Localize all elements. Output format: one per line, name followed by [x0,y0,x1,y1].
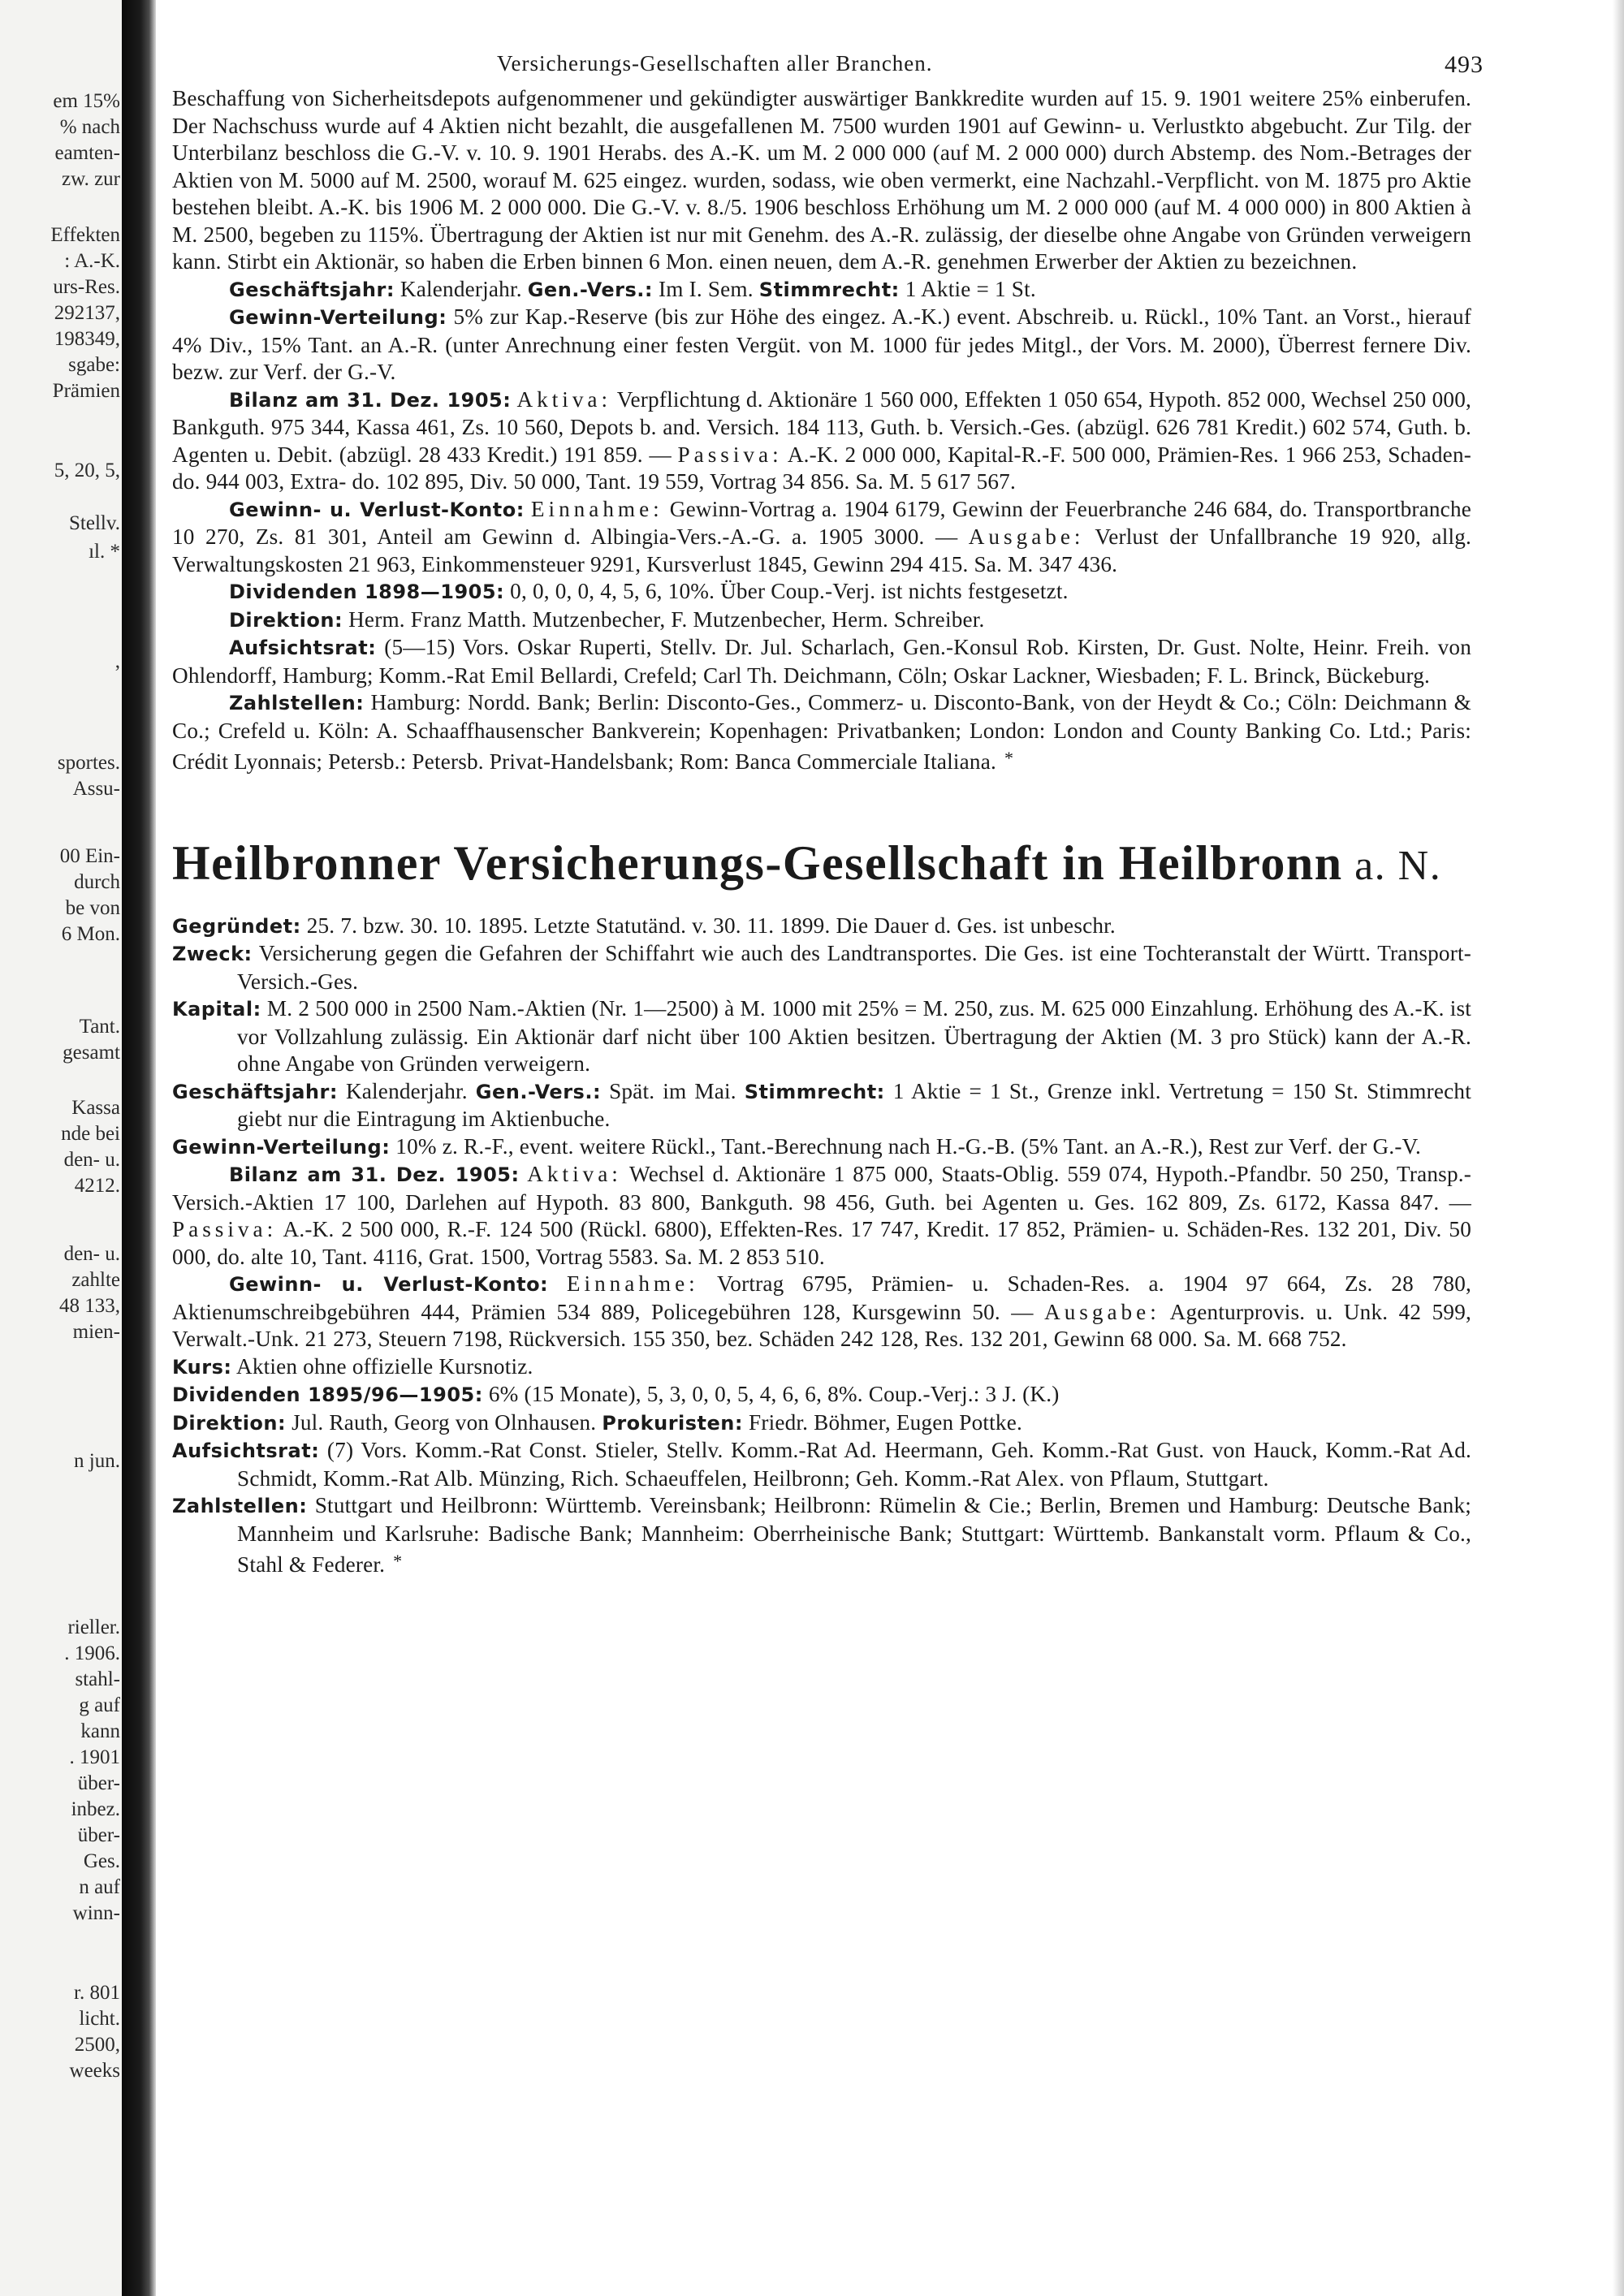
direktion-label: Direktion: [172,1411,287,1435]
left-fragment: stahl- [75,1668,120,1690]
kapital-label: Kapital: [172,998,261,1021]
left-fragment: be von [65,897,120,919]
page-content [172,45,1484,1579]
direktion-text: Herm. Franz Matth. Mutzenbecher, F. Mutzenbecher, Herm. Schreiber. [343,606,985,632]
geschaeftsjahr-value: Kalenderjahr. [337,1078,476,1103]
left-fragment: nde bei [61,1123,120,1145]
genvers-label: Gen.-Vers.: [527,278,653,301]
zahlstellen-text: Stuttgart und Heilbronn: Württemb. Vereinsbank; Heilbronn: Rümelin & Cie.; Berlin, Bremen und Hamburg: Deutsche Bank; Mannheim und Karlsruhe: Badische Bank; Mannheim: Oberrheinische Bank; Stuttgart: Württemb. Bankanstalt vorm. Pflaum & Co., Stahl & Federer. [237,1493,1471,1577]
aktiva-label: Aktiva: [527,1162,622,1186]
einnahme-text: Gewinn-Vortrag a. 1904 6179, Gewinn der Feuerbranche 246 684, do. Transportbranche 10 270, Zs. 81 301, Anteil am Gewinn d. Albingia-Vers.-A.-G. a. 1905 3000. — [172,496,1472,549]
aufsichtsrat-entry [172,634,1471,689]
passiva-label: Passiva: [677,442,783,467]
ausgabe-text: Verlust der Unfallbranche 19 920, allg. Verwaltungskosten 21 963, Einkommensteuer 9291, Kursverlust 1845, Gewinn 294 415. Sa. M. 347 436. [172,524,1471,576]
dividenden-text: 6% (15 Monate), 5, 3, 0, 0, 5, 4, 6, 6, 8%. Coup.-Verj.: 3 J. (K.) [482,1382,1060,1406]
book-gutter [122,0,156,2296]
left-fragment: mien- [72,1321,120,1343]
left-fragment: weeks [69,2060,120,2082]
footnote-star: * [1004,748,1014,768]
gewinn-konto-label: Gewinn- u. Verlust-Konto: [229,1273,549,1296]
left-fragment: Effekten [50,224,120,246]
left-fragment: gesamt [63,1042,120,1064]
company-entry [172,913,1471,1579]
page-number: 493 [1445,51,1484,78]
left-fragment: über- [77,1772,120,1794]
left-fragment: Ges. [83,1850,120,1872]
aufsichtsrat-text: (7) Vors. Komm.-Rat Const. Stieler, Stellv. Komm.-Rat Ad. Heermann, Geh. Komm.-Rat Gust. von Hauck, Komm.-Rat Ad. Schmidt, Komm.-Rat Alb. Münzing, Rich. Schaeuffelen, Heilbronn; Geh. Komm.-Rat Alex. von Pflaum, Stuttgart. [237,1438,1471,1491]
gewinn-verteilung-entry [172,1133,1471,1162]
left-fragment: Prämien [52,380,120,402]
left-fragment: n auf [79,1876,120,1898]
kapital-entry [172,995,1471,1078]
kapital-text: M. 2 500 000 in 2500 Nam.-Aktien (Nr. 1—2500) à M. 1000 mit 25% = M. 250, zus. M. 625 000 Einzahlung. Erhöhung des A.-K. ist vor Vollzahlung zulässig. Ein Aktionär darf nicht über 100 Aktien besitzen. Übertragung der Aktien (M. 3 pro Stück) kann der A.-R. ohne Angabe von Gründen verweigern. [237,996,1471,1076]
kurs-label: Kurs: [172,1355,232,1379]
left-fragment: über- [77,1824,120,1846]
bilanz-entry [172,1161,1471,1271]
gewinn-verteilung-entry [172,304,1471,386]
geschaeftsjahr-label: Geschäftsjahr: [172,1080,338,1103]
aufsichtsrat-text: (5—15) Vors. Oskar Ruperti, Stellv. Dr. Jul. Scharlach, Gen.-Konsul Rob. Kirsten, Dr. Gust. Nolte, Heinr. Freih. von Ohlendorff, Hamburg; Komm.-Rat Emil Bellardi, Crefeld; Carl Th. Deichmann, Cöln; Oskar Lackner, Wiesbaden; F. L. Brinck, Bückeburg. [172,635,1471,688]
gegruendet-text: 25. 7. bzw. 30. 10. 1895. Letzte Statutänd. v. 30. 11. 1899. Die Dauer d. Ges. ist unbeschr. [300,913,1116,938]
zahlstellen-entry [172,689,1471,776]
left-fragment: 5, 20, 5, [54,460,120,481]
aktiva-label: Aktiva: [516,386,612,412]
left-fragment: inbez. [71,1798,120,1820]
aufsichtsrat-label: Aufsichtsrat: [229,637,377,659]
gewinn-verteilung-text: 5% zur Kap.-Reserve (bis zur Höhe des eingez. A.-K.) event. Abschreib. u. Rückl., 10% Tant. an Vorst., hierauf 4% Div., 15% Tant. an A.-R. (unter Anrechnung einer festen Vergüt. von M. 1000 für jedes Mitgl., der Vors. M. 2000), Überrest fernere Div. bezw. zur Verf. der G.-V. [172,304,1471,384]
direktion-entry [172,1409,1471,1438]
passiva-text: A.-K. 2 000 000, Kapital-R.-F. 500 000, Prämien-Res. 1 966 253, Schaden- do. 944 003, Extra- do. 102 895, Div. 50 000, Tant. 19 559, Vortrag 34 856. Sa. M. 5 617 567. [172,442,1471,494]
left-fragment: zahlte [71,1269,120,1291]
left-fragment: , [114,650,120,672]
ausgabe-label: Ausgabe: [1044,1299,1160,1324]
gegruendet-label: Gegründet: [172,914,301,938]
left-fragment: den- u. [63,1149,120,1171]
stimmrecht-label: Stimmrecht: [758,278,900,301]
einnahme-label: Einnahme: [566,1271,699,1296]
ausgabe-text: Agenturprovis. u. Unk. 42 599, Verwalt.-Unk. 21 273, Steuern 7198, Rückversich. 155 350, bez. Schäden 242 128, Res. 132 201, Gewinn 68 000. Sa. M. 668 752. [172,1299,1471,1351]
direktion-entry [172,606,1471,635]
einnahme-text: Vortrag 6795, Prämien- u. Schaden-Res. a. 1904 97 664, Zs. 28 780, Aktienumschreibgebühren 444, Prämien 534 889, Policegebühren 128, Kursgewinn 50. — [172,1271,1472,1324]
kurs-entry [172,1353,1471,1382]
gewinn-verteilung-text: 10% z. R.-F., event. weitere Rückl., Tant.-Berechnung nach H.-G.-B. (5% Tant. an A.-R.), Rest zur Verf. der G.-V. [390,1133,1421,1159]
left-fragment: Tant. [79,1016,120,1038]
passiva-text: A.-K. 2 500 000, R.-F. 124 500 (Rückl. 6800), Effekten-Res. 17 747, Kredit. 17 852, Prämien- u. Schäden-Res. 132 201, Div. 50 000, do. alte 10, Tant. 4116, Grat. 1500, Vortrag 5583. Sa. M. 2 853 510. [172,1217,1471,1269]
left-fragment: : A.-K. [64,250,120,272]
aufsichtsrat-entry [172,1437,1471,1492]
left-fragment: sgabe: [68,354,120,376]
running-head [172,45,1484,85]
gewinn-verteilung-label: Gewinn-Verteilung: [229,306,447,329]
left-fragment: den- u. [63,1243,120,1265]
ausgabe-label: Ausgabe: [968,524,1085,549]
company-heading [172,835,1471,895]
genvers-value: Im I. Sem. [653,276,759,301]
gewinn-konto-entry [172,496,1471,579]
left-fragment: urs-Res. [53,276,120,298]
gewinn-verteilung-label: Gewinn-Verteilung: [172,1135,391,1159]
bilanz-label: Bilanz am 31. Dez. 1905: [229,388,512,412]
stimmrecht-value: 1 Aktie = 1 St. [899,276,1036,301]
einnahme-label: Einnahme: [530,496,663,521]
aktiva-text: Wechsel d. Aktionäre 1 875 000, Staats-Oblig. 559 074, Hypoth.-Pfandbr. 50 250, Transp.-Versich.-Aktien 17 100, Darlehen auf Hypoth. 83 800, Bankguth. 98 456, Guth. bei Agenten u. Ges. 162 809, Zs. 6172, Kassa 847. — [172,1162,1472,1215]
company-heading-main: Heilbronner Versicherungs-Gesellschaft in Heilbronn [172,835,1343,890]
dividenden-text: 0, 0, 0, 0, 4, 5, 6, 10%. Über Coup.-Verj. ist nichts festgesetzt. [504,579,1069,603]
left-fragment: zw. zur [62,168,120,190]
bilanz-entry [172,386,1471,496]
left-fragment: 6 Mon. [61,923,120,945]
gewinn-konto-entry [172,1271,1471,1353]
left-fragment: 292137, [54,302,120,324]
geschaeftsjahr-label: Geschäftsjahr: [229,278,395,301]
general-info-line [172,276,1471,304]
left-fragment: n jun. [74,1450,120,1472]
left-fragment: 00 Ein- [59,845,120,867]
left-fragment: winn- [72,1902,120,1924]
genvers-label: Gen.-Vers.: [475,1080,602,1103]
zahlstellen-entry [172,1492,1471,1579]
zahlstellen-label: Zahlstellen: [172,1495,308,1517]
bilanz-label: Bilanz am 31. Dez. 1905: [229,1163,520,1186]
left-page-strip [0,0,122,2296]
dividenden-label: Dividenden 1898—1905: [229,580,505,603]
direktion-label: Direktion: [229,608,343,632]
genvers-value: Spät. im Mai. [601,1078,745,1103]
gegruendet-entry [172,913,1471,941]
left-fragment: 198349, [54,328,120,350]
left-fragment: licht. [79,2008,120,2030]
company-entry-continued [172,85,1471,776]
left-fragment: rieller. [67,1616,120,1638]
kurs-text: Aktien ohne offizielle Kursnotiz. [231,1353,533,1379]
aufsichtsrat-label: Aufsichtsrat: [172,1439,320,1462]
left-fragment: sportes. [57,752,120,774]
stimmrecht-value: 1 Aktie = 1 St., Grenze inkl. Vertretung = 150 St. Stimmrecht giebt nur die Eintragung im Aktienbuche. [237,1078,1471,1131]
aktiva-text: Verpflichtung d. Aktionäre 1 560 000, Effekten 1 050 654, Hypoth. 852 000, Wechsel 250 000, Bankguth. 975 344, Kassa 461, Zs. 10 560, Depots b. and. Versich. 184 113, Guth. b. Versich.-Ges. (abzügl. 626 781 Kredit.) 602 574, Guth. b. Agenten u. Debit. (abzügl. 28 433 Kredit.) 191 859. — [172,386,1471,467]
left-fragment: r. 801 [74,1982,120,2004]
left-fragment: 4212. [74,1175,120,1197]
general-info-line [172,1078,1471,1133]
running-head-title: Versicherungs-Gesellschaften aller Branchen. [497,51,933,76]
company-heading-suffix: a. N. [1342,842,1442,889]
zahlstellen-text: Hamburg: Nordd. Bank; Berlin: Disconto-Ges., Commerz- u. Disconto-Bank, von der Heydt & Co.; Cöln: Deichmann & Co.; Crefeld u. Köln: A. Schaaffhausenscher Bankverein; Kopenhagen: Privatbanken; London: London and County Banking Co. Ltd.; Paris: Crédit Lyonnais; Petersb.: Petersb. Privat-Handelsbank; Rom: Banca Commerciale Italiana. [172,690,1471,774]
dividenden-entry [172,1381,1471,1409]
page-edge [1613,0,1624,2296]
left-fragment: 2500, [74,2034,120,2056]
passiva-label: Passiva: [172,1217,278,1241]
left-fragment: . 1901 [69,1746,120,1768]
left-fragment: Stellv. [69,512,120,534]
left-fragment: eamten- [54,142,120,164]
left-fragment: durch [74,871,120,893]
left-fragment: kann [80,1720,120,1742]
prokuristen-text: Friedr. Böhmer, Eugen Pottke. [743,1409,1022,1435]
stimmrecht-label: Stimmrecht: [744,1080,885,1103]
left-fragment: Kassa [71,1097,120,1119]
dividenden-entry [172,578,1471,606]
left-fragment: Assu- [72,778,120,800]
left-fragment: . 1906. [64,1642,120,1664]
gewinn-konto-label: Gewinn- u. Verlust-Konto: [229,498,525,521]
geschaeftsjahr-value: Kalenderjahr. [394,276,528,301]
left-fragment: em 15% [53,90,120,112]
dividenden-label: Dividenden 1895/96—1905: [172,1383,483,1406]
zweck-text: Versicherung gegen die Gefahren der Schiffahrt wie auch des Landtransportes. Die Ges. ist eine Tochteranstalt der Württ. Transport-Versich.-Ges. [237,941,1471,994]
left-fragment: ıl. * [89,541,120,563]
capital-history-paragraph: Beschaffung von Sicherheitsdepots aufgenommener und gekündigter auswärtiger Bankkredite wurden auf 15. 9. 1901 weitere 25% einberufen. Der Nachschuss wurde auf 4 Aktien nicht bezahlt, die ausgefallenen M. 7500 wurden 1901 auf Gewinn- u. Verlustkto abgebucht. Zur Tilg. der Unterbilanz beschloss die G.-V. v. 10. 9. 1901 Herabs. des A.-K. um M. 2 000 000 (auf M. 2 000 000) durch Abstemp. des Nom.-Betrages der Aktien von M. 5000 auf M. 2500, worauf M. 625 eingez. wurden, sodass, wie oben vermerkt, eine Nachzahl.-Verpflicht. von M. 1875 pro Aktie bestehen bleibt. A.-K. bis 1906 M. 2 000 000. Die G.-V. v. 8./5. 1906 beschloss Erhöhung um M. 2 000 000 (auf M. 4 000 000) in 800 Aktien à M. 2500, begeben zu 115%. Übertragung der Aktien ist nur mit Genehm. des A.-R. zulässig, der dieselbe ohne Angabe von Gründen verweigern kann. Stirbt ein Aktionär, so haben die Erben binnen 6 Mon. einen neuen, dem A.-R. genehmen Erwerber der Aktien zu bezeichnen. [172,86,1471,274]
zweck-label: Zweck: [172,943,253,965]
footnote-star: * [393,1551,403,1571]
direktion-text: Jul. Rauth, Georg von Olnhausen. [286,1409,603,1435]
zweck-entry [172,940,1471,995]
zahlstellen-label: Zahlstellen: [229,692,365,714]
left-fragment: 48 133, [59,1295,120,1317]
left-fragment: % nach [59,116,120,138]
prokuristen-label: Prokuristen: [602,1411,743,1435]
left-fragment: g auf [79,1694,120,1716]
